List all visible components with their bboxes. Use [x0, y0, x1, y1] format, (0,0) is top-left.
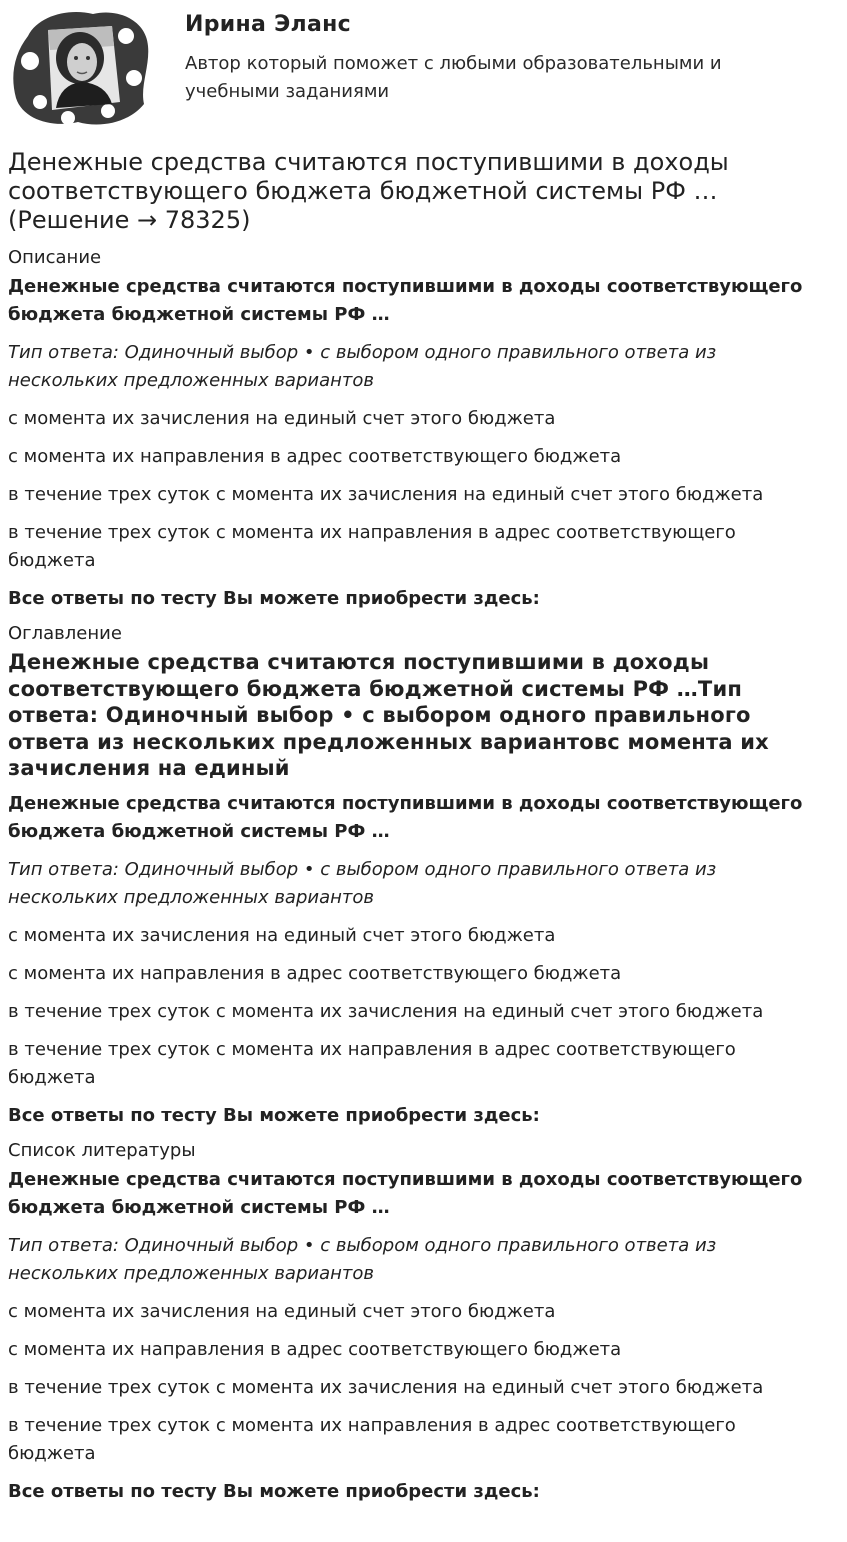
toc-heading: Денежные средства считаются поступившими в доходы соответствующего бюджета бюджетной системы РФ …Тип ответа: Одиночный выбор • с выбором одного правильного ответа из нескольких предложенных вариантовс момента их зачисления на единый — [8, 650, 769, 780]
toc-label: Оглавление — [8, 623, 122, 644]
buy-answers-text: Все ответы по тесту Вы можете приобрести здесь: — [8, 1104, 540, 1126]
answer-option: с момента их направления в адрес соответствующего бюджета — [8, 1338, 622, 1360]
answer-option: в течение трех суток с момента их направления в адрес соответствующего бюджета — [8, 1414, 736, 1464]
answer-option: в течение трех суток с момента их направления в адрес соответствующего бюджета — [8, 1038, 736, 1088]
answer-option: в течение трех суток с момента их направления в адрес соответствующего бюджета — [8, 522, 736, 571]
literature-label: Список литературы — [8, 1139, 196, 1161]
question-type: Тип ответа: Одиночный выбор • с выбором одного правильного ответа из нескольких предложенных вариантов — [8, 1234, 717, 1284]
description-section — [8, 245, 818, 613]
question-title: Денежные средства считаются поступившими в доходы соответствующего бюджета бюджетной системы РФ … — [8, 276, 803, 325]
answer-option: с момента их направления в адрес соответствующего бюджета — [8, 962, 622, 984]
description-label: Описание — [8, 247, 102, 268]
answer-option: в течение трех суток с момента их зачисления на единый счет этого бюджета — [8, 484, 764, 505]
buy-answers-text: Все ответы по тесту Вы можете приобрести здесь: — [8, 1480, 540, 1502]
answer-option: в течение трех суток с момента их зачисления на единый счет этого бюджета — [8, 1000, 764, 1022]
author-avatar[interactable] — [8, 6, 150, 128]
literature-section — [8, 1138, 818, 1506]
answer-option: с момента их направления в адрес соответствующего бюджета — [8, 446, 622, 467]
question-type: Тип ответа: Одиночный выбор • с выбором одного правильного ответа из нескольких предложенных вариантов — [8, 342, 717, 391]
question-title: Денежные средства считаются поступившими в доходы соответствующего бюджета бюджетной системы РФ … — [8, 792, 803, 842]
page-title: Денежные средства считаются поступившими в доходы соответствующего бюджета бюджетной системы РФ … (Решение → 78325) — [8, 148, 729, 234]
question-title: Денежные средства считаются поступившими в доходы соответствующего бюджета бюджетной системы РФ … — [8, 1168, 803, 1218]
author-name[interactable]: Ирина Эланс — [185, 12, 351, 37]
main-content — [8, 245, 818, 1514]
toc-section — [8, 621, 818, 1130]
answer-option: с момента их зачисления на единый счет этого бюджета — [8, 408, 556, 429]
question-type: Тип ответа: Одиночный выбор • с выбором одного правильного ответа из нескольких предложенных вариантов — [8, 858, 717, 908]
answer-option: с момента их зачисления на единый счет этого бюджета — [8, 924, 556, 946]
buy-answers-text: Все ответы по тесту Вы можете приобрести здесь: — [8, 588, 540, 609]
answer-option: с момента их зачисления на единый счет этого бюджета — [8, 1300, 556, 1322]
author-description: Автор который поможет с любыми образовательными и учебными заданиями — [185, 53, 722, 102]
author-header — [0, 0, 847, 140]
answer-option: в течение трех суток с момента их зачисления на единый счет этого бюджета — [8, 1376, 764, 1398]
